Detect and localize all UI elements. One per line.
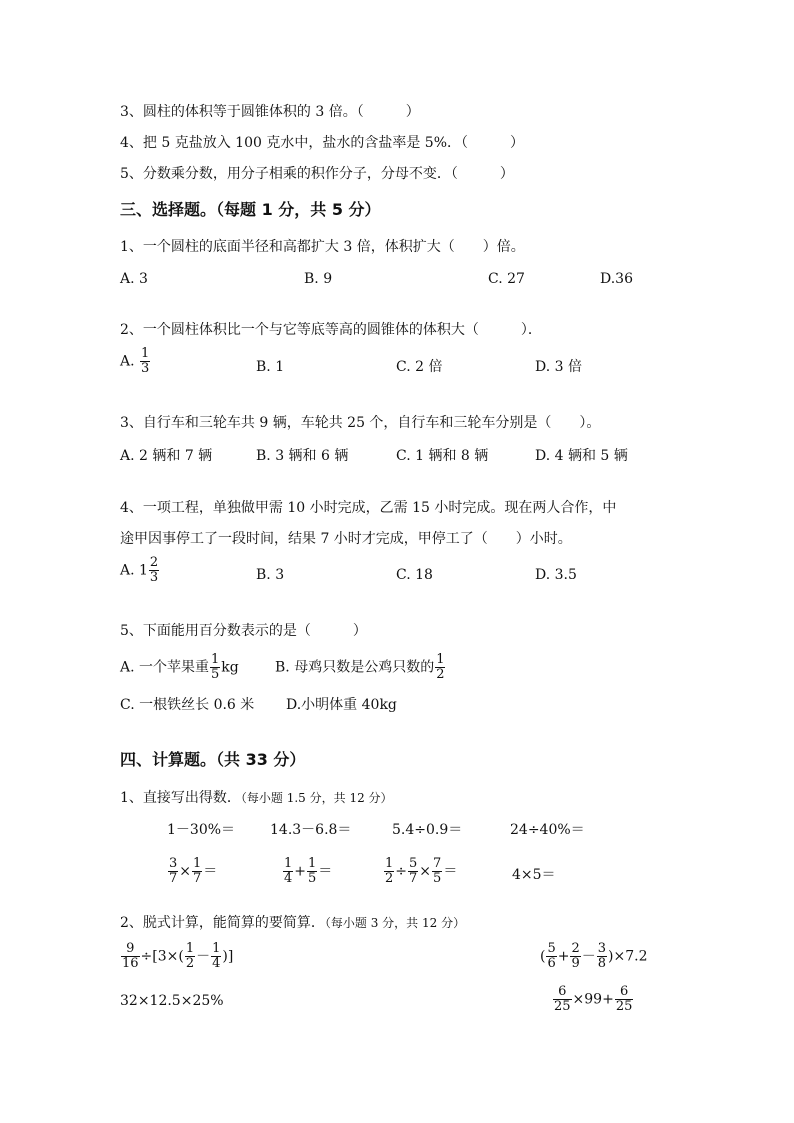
choice-q4-line1: 4、一项工程，单独做甲需 10 小时完成，乙需 15 小时完成。现在两人合作，中 [120,500,617,516]
fraction: $\frac{1}{4}$ [212,941,221,971]
choice-q1-option-d: D.36 [600,271,633,287]
calc-q2-title: 2、脱式计算，能简算的要简算．（每小题 3 分，共 12 分） [120,915,466,931]
fraction: $\frac{1}{5}$ [211,652,220,682]
oral-calc-8: 4×5＝ [512,867,556,883]
expression-2: ( $\frac{5}{6}$ + $\frac{2}{9}$ － $\frac{3}{8}$ )×7.2 [540,941,648,971]
choice-q4-option-d: D. 3.5 [535,567,577,583]
choice-q3-option-a: A. 2 辆和 7 辆 [120,448,213,464]
calc-q1-title: 1、直接写出得数．（每小题 1.5 分，共 12 分） [120,790,393,806]
choice-q1-option-a: A. 3 [120,271,148,287]
expression-4: $\frac{6}{25}$ ×99+ $\frac{6}{25}$ [554,984,633,1014]
fraction: $\frac{6}{25}$ [554,984,571,1014]
fraction: $\frac{5}{7}$ [409,856,418,886]
choice-q5-option-d: D.小明体重 40kg [286,697,397,713]
choice-q1-option-c: C. 27 [488,271,525,287]
choice-q5-text: 5、下面能用百分数表示的是（ ） [120,623,367,639]
choice-q5-option-b: B. 母鸡只数是公鸡只数的 $\frac{1}{2}$ [275,652,445,682]
section4-heading: 四、计算题。（共 33 分） [120,750,306,769]
fraction: $\frac{2}{9}$ [571,941,580,971]
oral-calc-3: 5.4÷0.9＝ [392,822,463,838]
choice-q1-option-b: B. 9 [304,271,333,287]
judge-q4: 4、把 5 克盐放入 100 克水中，盐水的含盐率是 5%．（ ） [120,135,524,151]
expression-3: 32×12.5×25% [120,993,224,1009]
choice-q4-option-b: B. 3 [256,567,285,583]
choice-q2-option-d: D. 3 倍 [535,359,582,375]
fraction: $\frac{1}{7}$ [193,856,202,886]
judge-q5: 5、分数乘分数，用分子相乘的积作分子，分母不变．（ ） [120,166,514,182]
choice-q3-text: 3、自行车和三轮车共 9 辆，车轮共 25 个，自行车和三轮车分别是（ ）。 [120,415,601,431]
oral-calc-6: $\frac{1}{4}$ + $\frac{1}{5}$ ＝ [284,856,333,886]
choice-q3-option-c: C. 1 辆和 8 辆 [396,448,489,464]
fraction: $\frac{1}{5}$ [308,856,317,886]
oral-calc-7: $\frac{1}{2}$ ÷ $\frac{5}{7}$ × $\frac{7}{5}$ ＝ [385,856,458,886]
choice-q2-option-b: B. 1 [256,359,285,375]
fraction: $\frac{3}{7}$ [169,856,178,886]
choice-q3-option-d: D. 4 辆和 5 辆 [535,448,628,464]
choice-q4-line2: 途甲因事停工了一段时间，结果 7 小时才完成，甲停工了（ ）小时。 [120,531,572,547]
fraction: $\frac{9}{16}$ [122,941,139,971]
fraction: $\frac{1}{2}$ [385,856,394,886]
fraction: $\frac{7}{5}$ [433,856,442,886]
fraction: $\frac{1}{3}$ [141,346,150,376]
oral-calc-2: 14.3－6.8＝ [270,822,352,838]
fraction: $\frac{2}{3}$ [149,555,159,585]
choice-q3-option-b: B. 3 辆和 6 辆 [256,448,349,464]
choice-q1-text: 1、一个圆柱的底面半径和高都扩大 3 倍，体积扩大（ ）倍。 [120,239,525,255]
fraction: $\frac{1}{4}$ [284,856,293,886]
oral-calc-1: 1－30%＝ [167,822,236,838]
judge-q3: 3、圆柱的体积等于圆锥体积的 3 倍。（ ） [120,104,420,120]
choice-q4-option-c: C. 18 [396,567,433,583]
choice-q5-option-c: C. 一根铁丝长 0.6 米 [120,697,255,713]
choice-q4-option-a: A. 1 $\frac{2}{3}$ [120,555,159,585]
fraction: $\frac{1}{2}$ [436,652,445,682]
oral-calc-5: $\frac{3}{7}$ × $\frac{1}{7}$ ＝ [169,856,218,886]
fraction: $\frac{1}{2}$ [185,941,195,971]
choice-q5-option-a: A. 一个苹果重 $\frac{1}{5}$ kg [120,652,239,682]
choice-q2-text: 2、一个圆柱体积比一个与它等底等高的圆锥体的体积大（ ）． [120,322,542,338]
choice-q2-option-a: A. $\frac{1}{3}$ [120,346,150,376]
fraction: $\frac{6}{25}$ [615,984,633,1014]
fraction: $\frac{5}{6}$ [547,941,556,971]
section3-heading: 三、选择题。（每题 1 分，共 5 分） [120,200,381,219]
fraction: $\frac{3}{8}$ [597,941,607,971]
expression-1: $\frac{9}{16}$ ÷[3×( $\frac{1}{2}$ － $\frac{1}{4}$ )] [122,941,234,971]
choice-q2-option-c: C. 2 倍 [396,359,443,375]
oral-calc-4: 24÷40%＝ [510,822,585,838]
